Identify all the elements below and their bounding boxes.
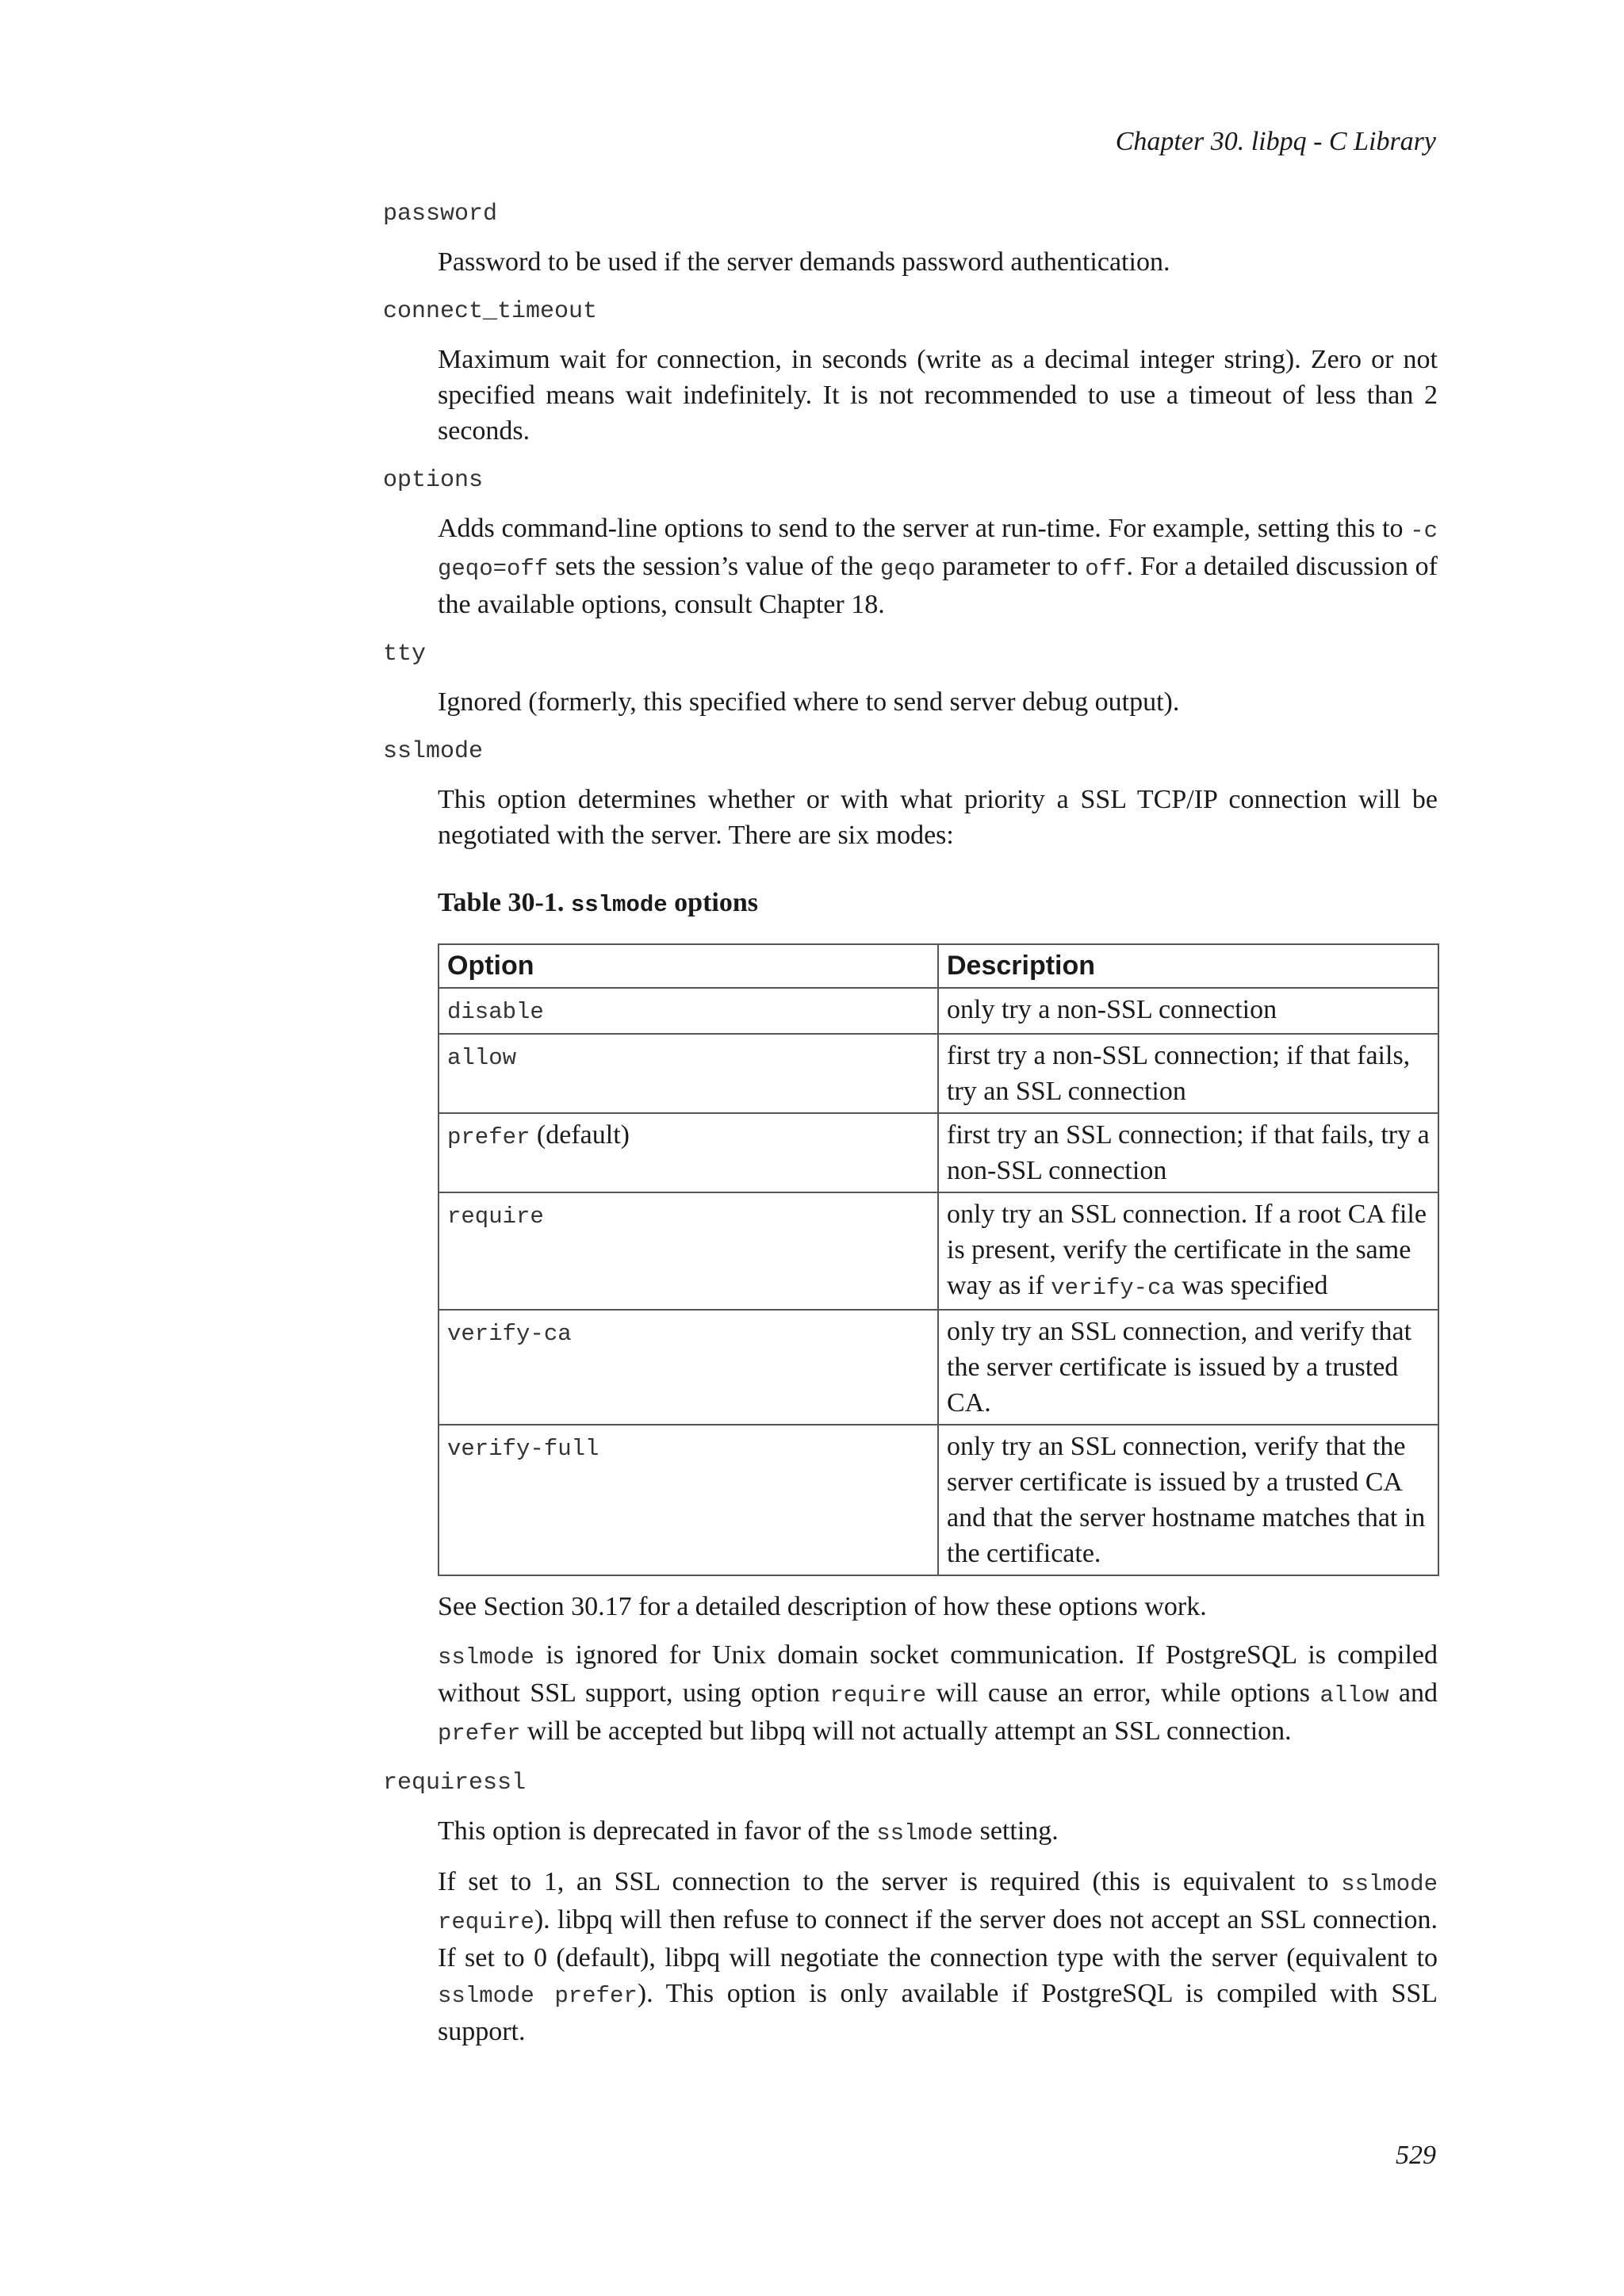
inline-code: prefer bbox=[438, 1720, 521, 1747]
inline-code: sslmode require bbox=[438, 1871, 1438, 1935]
description-cell: first try a non-SSL connection; if that fails, try an SSL connection bbox=[938, 1034, 1438, 1113]
paragraph bbox=[438, 1813, 1438, 1851]
paragraph bbox=[438, 1637, 1438, 1751]
table-row bbox=[439, 1113, 1438, 1192]
paragraph: This option determines whether or with what priority a SSL TCP/IP connection will be negotiated with the server. There are six modes: bbox=[438, 785, 1438, 850]
inline-code: geqo bbox=[879, 556, 936, 582]
text: only try an SSL connection. If a root CA file is present, verify the certificate in the same way as if bbox=[947, 1200, 1427, 1300]
option-value: verify-ca bbox=[447, 1321, 572, 1347]
table-row bbox=[439, 1192, 1438, 1310]
option-cell bbox=[439, 1034, 938, 1113]
sslmode-options-table bbox=[438, 943, 1439, 1576]
term-password: password bbox=[383, 201, 498, 228]
inline-code: verify-ca bbox=[1051, 1275, 1175, 1301]
column-header-description: Description bbox=[938, 944, 1438, 988]
description-cell bbox=[938, 1192, 1438, 1310]
definition-connect-timeout bbox=[438, 342, 1438, 449]
inline-code: allow bbox=[1320, 1682, 1389, 1709]
page-number: 529 bbox=[1396, 2141, 1436, 2170]
table-row bbox=[439, 988, 1438, 1034]
option-value: require bbox=[447, 1203, 544, 1230]
description-cell: only try a non-SSL connection bbox=[938, 988, 1438, 1034]
option-cell bbox=[439, 1192, 938, 1310]
inline-code: sslmode bbox=[438, 1644, 534, 1670]
description-cell: only try an SSL connection, verify that the server certificate is issued by a trusted CA and that the server hostname matches that in the certificate. bbox=[938, 1425, 1438, 1575]
term-options: options bbox=[383, 467, 484, 494]
option-cell bbox=[439, 1425, 938, 1575]
text: parameter to bbox=[935, 552, 1086, 581]
description-cell: only try an SSL connection, and verify that the server certificate is issued by a trusted CA. bbox=[938, 1310, 1438, 1425]
inline-code: sslmode bbox=[570, 892, 668, 918]
entry-options bbox=[383, 463, 1438, 622]
text: This option is deprecated in favor of the bbox=[438, 1816, 877, 1846]
option-cell bbox=[439, 1113, 938, 1192]
text: If set to 1, an SSL connection to the server is required (this is equivalent to bbox=[438, 1867, 1342, 1896]
table-number: Table 30-1. bbox=[438, 888, 571, 917]
option-value: allow bbox=[447, 1045, 517, 1071]
text: sets the session’s value of the bbox=[548, 552, 880, 581]
definition-requiressl bbox=[438, 1813, 1438, 2049]
option-value: prefer bbox=[447, 1124, 530, 1150]
text: Adds command-line options to send to the server at run-time. For example, setting this to bbox=[438, 514, 1411, 543]
paragraph: See Section 30.17 for a detailed description of how these options work. bbox=[438, 1592, 1207, 1621]
definition-tty bbox=[438, 684, 1438, 720]
entry-requiressl bbox=[383, 1766, 1438, 2049]
inline-code: require bbox=[829, 1682, 927, 1709]
text: ). This option is only available if PostgreSQL is compiled with SSL support. bbox=[438, 1979, 1438, 2046]
inline-code: sslmode prefer bbox=[438, 1983, 638, 2009]
column-header-option: Option bbox=[439, 944, 938, 988]
option-cell bbox=[439, 988, 938, 1034]
term-sslmode: sslmode bbox=[383, 738, 484, 765]
table-header-row bbox=[439, 944, 1438, 988]
option-cell bbox=[439, 1310, 938, 1425]
inline-code: off bbox=[1085, 556, 1127, 582]
paragraph: Ignored (formerly, this specified where to send server debug output). bbox=[438, 687, 1180, 717]
document-body bbox=[383, 197, 1438, 2064]
entry-tty bbox=[383, 637, 1438, 720]
entry-password bbox=[383, 197, 1438, 280]
inline-code: -c geqo=off bbox=[438, 518, 1438, 582]
paragraph bbox=[438, 511, 1438, 622]
table-row bbox=[439, 1425, 1438, 1575]
entry-sslmode bbox=[383, 734, 1438, 1751]
definition-sslmode bbox=[438, 782, 1438, 1751]
description-cell: first try an SSL connection; if that fails, try a non-SSL connection bbox=[938, 1113, 1438, 1192]
term-requiressl: requiressl bbox=[383, 1770, 527, 1797]
text: will be accepted but libpq will not actually attempt an SSL connection. bbox=[520, 1716, 1292, 1746]
text: is ignored for Unix domain socket communication. If PostgreSQL is compiled without SSL support, using option bbox=[438, 1640, 1438, 1708]
option-note: (default) bbox=[530, 1120, 630, 1150]
table-title bbox=[438, 885, 1438, 923]
text: ). libpq will then refuse to connect if the server does not accept an SSL connection. If set to 0 (default), libpq will negotiate the connection type with the server (equivalent to bbox=[438, 1905, 1438, 1973]
text: setting. bbox=[973, 1816, 1059, 1846]
term-tty: tty bbox=[383, 641, 427, 668]
entry-connect-timeout bbox=[383, 294, 1438, 449]
paragraph bbox=[438, 1864, 1438, 2049]
text: . For a detailed discussion of the available options, consult Chapter 18. bbox=[438, 552, 1438, 619]
running-header: Chapter 30. libpq - C Library bbox=[1115, 127, 1436, 156]
definition-options bbox=[438, 511, 1438, 622]
paragraph: Password to be used if the server demands password authentication. bbox=[438, 247, 1170, 277]
table-row bbox=[439, 1034, 1438, 1113]
option-value: disable bbox=[447, 999, 544, 1025]
option-value: verify-full bbox=[447, 1436, 599, 1462]
text: was specified bbox=[1174, 1271, 1328, 1300]
table-row bbox=[439, 1310, 1438, 1425]
table-title-suffix: options bbox=[667, 888, 758, 917]
inline-code: sslmode bbox=[876, 1820, 974, 1846]
text: will cause an error, while options bbox=[926, 1678, 1320, 1708]
term-connect-timeout: connect_timeout bbox=[383, 298, 598, 325]
definition-password bbox=[438, 244, 1438, 280]
text: and bbox=[1388, 1678, 1438, 1708]
paragraph: Maximum wait for connection, in seconds (write as a decimal integer string). Zero or not specified means wait indefinitely. It is not recommended to use a timeout of less than 2 seconds. bbox=[438, 345, 1438, 446]
